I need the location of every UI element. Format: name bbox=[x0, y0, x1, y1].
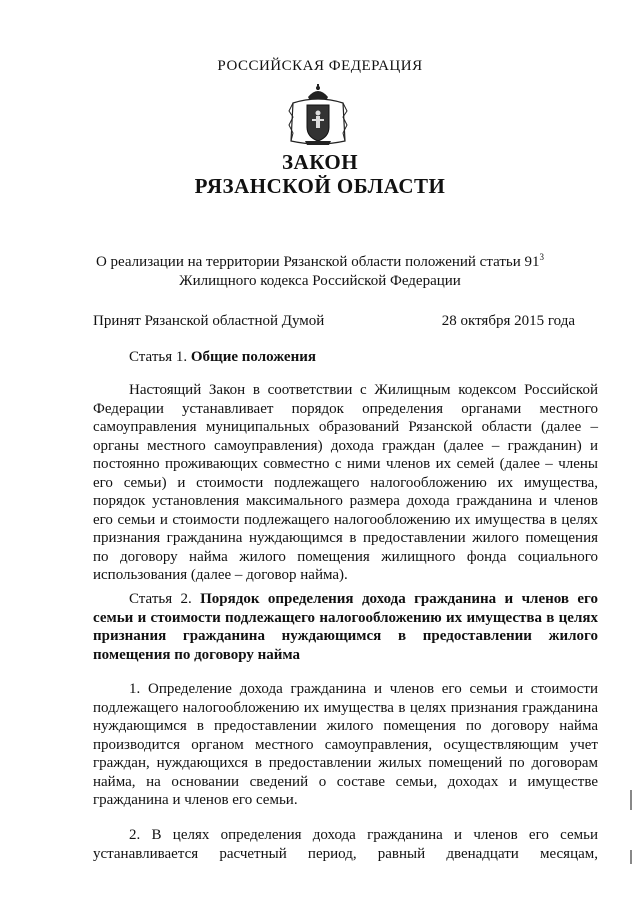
subtitle-line1: О реализации на территории Рязанской области положений статьи 91 bbox=[95, 254, 540, 270]
adoption-line bbox=[93, 313, 575, 330]
article2-para2: 2. В целях определения дохода гражданина и членов его семьи устанавливается расчетный период, равный двенадцати месяцам, bbox=[93, 827, 598, 862]
article1-prefix: Статья 1. bbox=[129, 349, 191, 365]
subtitle-line2: Жилищного кодекса Российской Федерации bbox=[179, 273, 461, 289]
article1-heading bbox=[93, 348, 598, 367]
article2-para1: 1. Определение дохода гражданина и членов его семьи и стоимости подлежащего налогообложению их имущества в целях признания гражданина нуждающимся в предоставлении жилого помещения по договору найма производится органом местного самоуправления, осуществляющим учет граждан, нуждающихся в предоставлении жилых помещений по договорам найма, на основании сведений о составе семьи, доходах и имуществе гражданина и членов его семьи. bbox=[93, 681, 598, 808]
article2-paragraph-1 bbox=[93, 680, 598, 810]
ryazan-coat-of-arms-icon bbox=[283, 83, 353, 149]
scan-margin-mark bbox=[630, 790, 632, 810]
scan-margin-mark bbox=[630, 850, 632, 864]
law-title-line2: РЯЗАНСКОЙ ОБЛАСТИ bbox=[194, 174, 446, 198]
article1-text: Настоящий Закон в соответствии с Жилищным кодексом Российской Федерации устанавливает порядок определения органами местного самоуправления муниципальных образований Рязанской области (далее – органы местного самоуправления) дохода граждан (далее – гражданин) и постоянно проживающих совместно с ними членов их семей (далее – члены его семьи) и стоимости подлежащего налогообложению их имущества, порядок установления максимального размера дохода гражданина и членов его семьи и стоимости подлежащего налогообложению их имущества в целях признания гражданина нуждающимся в предоставлении жилого помещения по договору найма жилого помещения жилищного фонда социального использования (далее – договор найма). bbox=[93, 382, 598, 583]
article2-paragraph-2 bbox=[93, 826, 598, 863]
subtitle-superscript: 3 bbox=[539, 252, 545, 262]
adopted-by: Принят Рязанской областной Думой bbox=[93, 313, 325, 329]
law-title-line1: ЗАКОН bbox=[281, 150, 359, 174]
law-subtitle bbox=[0, 248, 640, 291]
article2-heading bbox=[93, 590, 598, 664]
country-heading: РОССИЙСКАЯ ФЕДЕРАЦИЯ bbox=[217, 58, 423, 74]
adoption-date: 28 октября 2015 года bbox=[441, 313, 575, 329]
article1-title: Общие положения bbox=[190, 349, 316, 365]
law-title bbox=[0, 150, 640, 198]
article2-prefix: Статья 2. bbox=[129, 591, 201, 607]
article2-title: Порядок определения дохода гражданина и членов его семьи и стоимости подлежащего налогообложению их имущества в целях признания гражданина нуждающимся в предоставлении жилого помещения по договору найма bbox=[93, 591, 598, 663]
article1-paragraph bbox=[93, 381, 598, 585]
